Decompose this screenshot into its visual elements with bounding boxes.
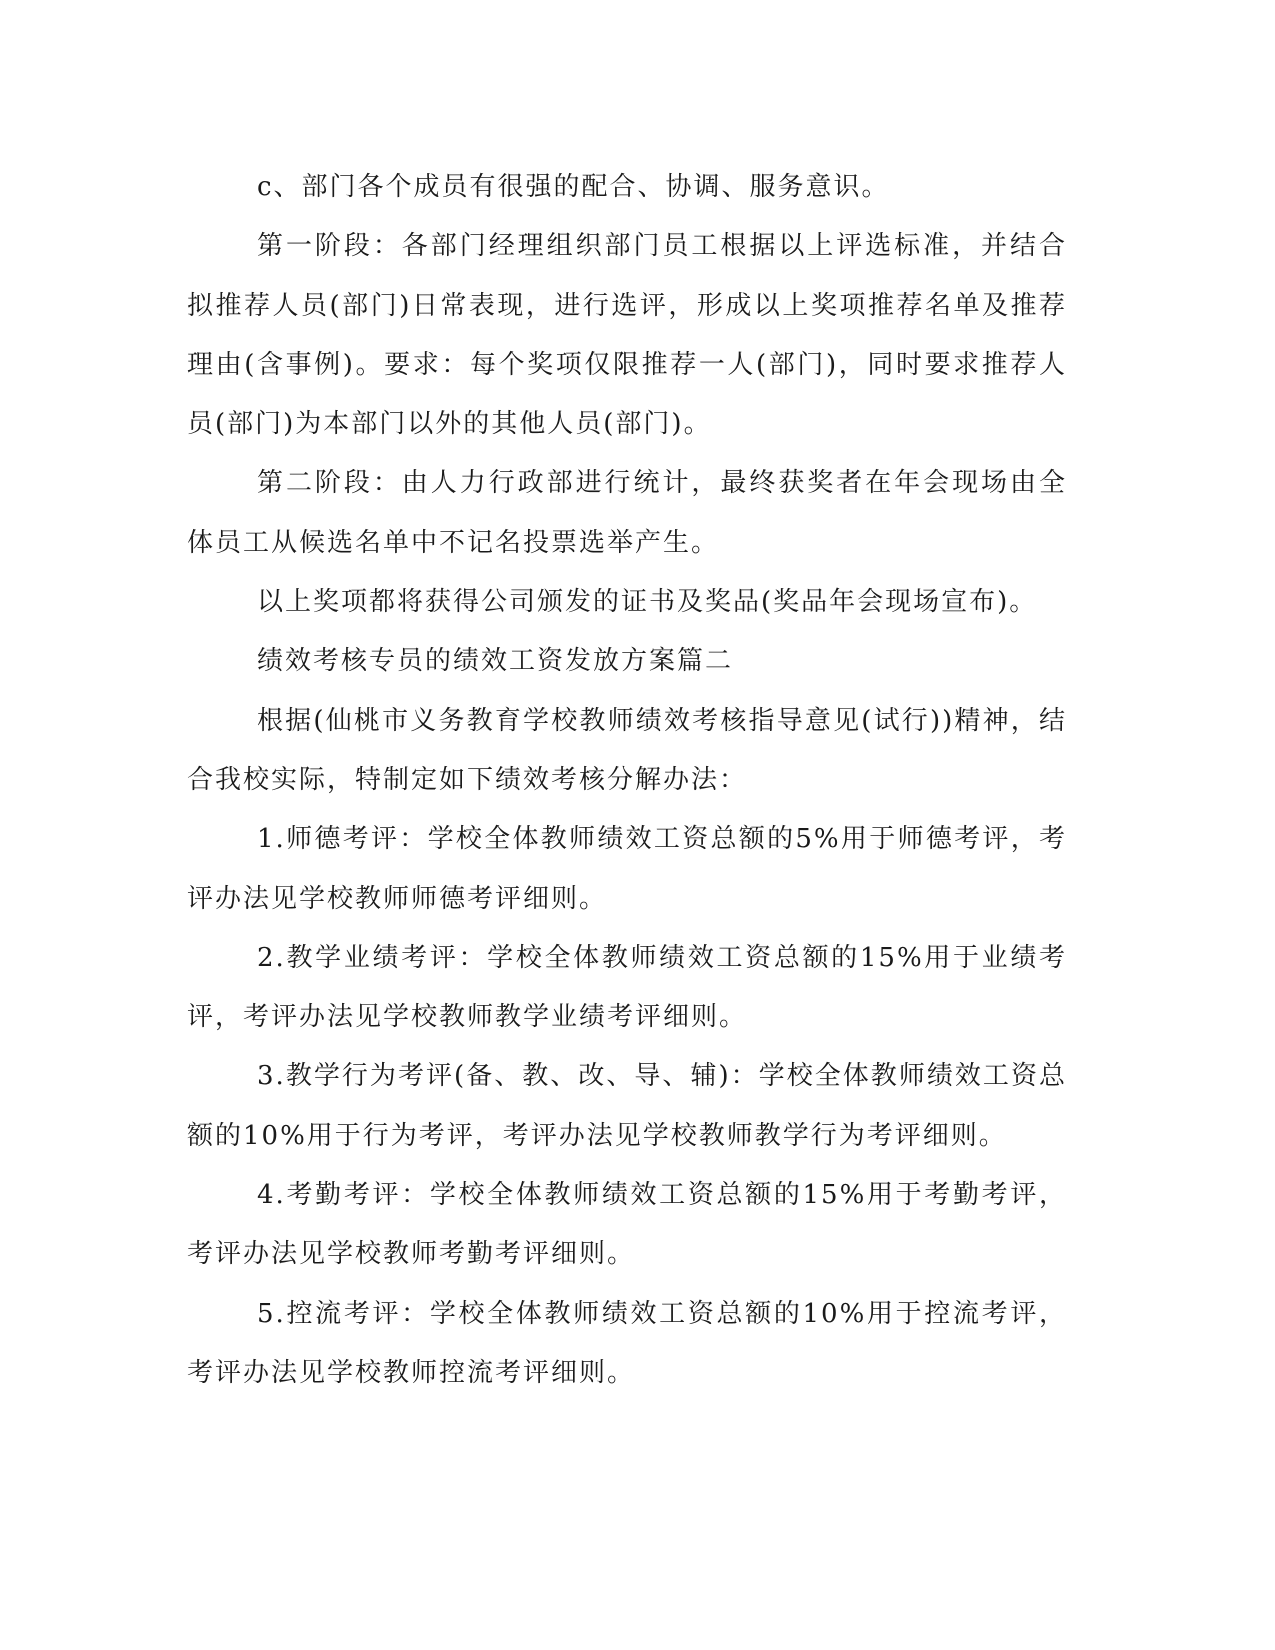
paragraph-awards: 以上奖项都将获得公司颁发的证书及奖品(奖品年会现场宣布)。 [257,587,1038,618]
paragraph-intro: 根据(仙桃市义务教育学校教师绩效考核指导意见(试行))精神，结合我校实际，特制定如下绩效考核分解办法： [187,705,1067,795]
paragraph-team-awareness: c、部门各个成员有很强的配合、协调、服务意识。 [257,172,890,202]
list-item-ethics: 1.师德考评：学校全体教师绩效工资总额的5%用于师德考评，考评办法见学校教师师德考评细则。 [187,824,1067,914]
list-item-retention: 5.控流考评：学校全体教师绩效工资总额的10%用于控流考评，考评办法见学校教师控流考评细则。 [187,1298,1067,1388]
paragraph-stage-two: 第二阶段：由人力行政部进行统计，最终获奖者在年会现场由全体员工从候选名单中不记名投票选举产生。 [187,468,1067,558]
list-item-behavior: 3.教学行为考评(备、教、改、导、辅)：学校全体教师绩效工资总额的10%用于行为考评，考评办法见学校教师教学行为考评细则。 [187,1061,1067,1151]
document-body [187,158,1067,1403]
section-heading: 绩效考核专员的绩效工资发放方案篇二 [257,646,734,677]
list-item-performance: 2.教学业绩考评：学校全体教师绩效工资总额的15%用于业绩考评，考评办法见学校教师教学业绩考评细则。 [187,942,1067,1033]
paragraph-stage-one: 第一阶段：各部门经理组织部门员工根据以上评选标准，并结合拟推荐人员(部门)日常表现，进行选评，形成以上奖项推荐名单及推荐理由(含事例)。要求：每个奖项仅限推荐一人(部门)，同时要求推荐人员(部门)为本部门以外的其他人员(部门)。 [187,231,1067,440]
list-item-attendance: 4.考勤考评：学校全体教师绩效工资总额的15%用于考勤考评，考评办法见学校教师考勤考评细则。 [187,1180,1067,1270]
